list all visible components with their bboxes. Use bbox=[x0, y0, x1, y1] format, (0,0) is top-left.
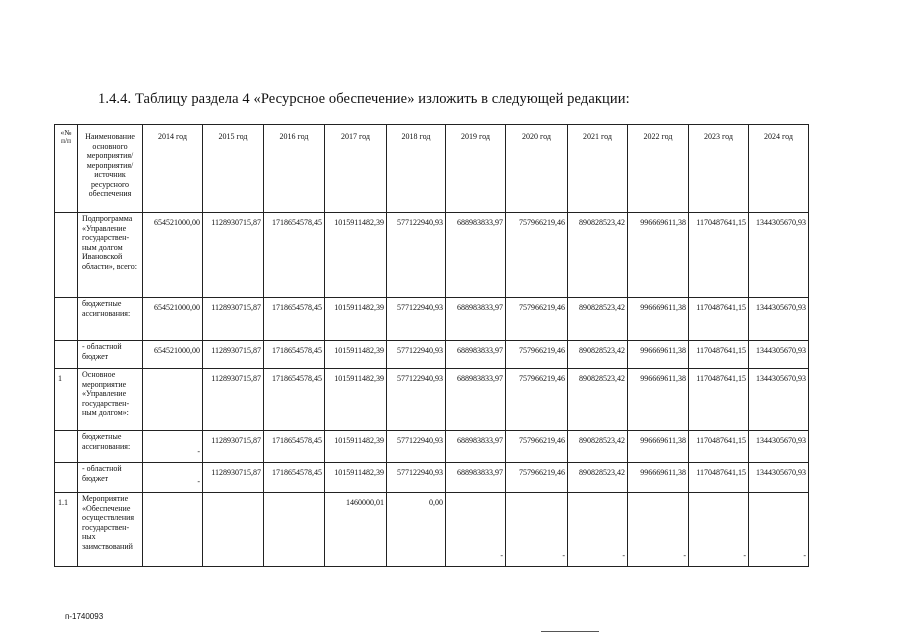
header-year: 2016 год bbox=[264, 125, 325, 213]
value-cell: 996669611,38 bbox=[628, 213, 689, 298]
value-cell: 1344305670,93 bbox=[749, 341, 809, 369]
row-index: 1.1 bbox=[55, 493, 78, 567]
table-header-row bbox=[55, 125, 809, 213]
value-cell: 688983833,97 bbox=[446, 431, 506, 463]
value-cell: 1718654578,45 bbox=[264, 463, 325, 493]
value-cell: 0,00 bbox=[387, 493, 446, 567]
value-cell: 1718654578,45 bbox=[264, 213, 325, 298]
value-cell: - bbox=[749, 493, 809, 567]
value-cell: 688983833,97 bbox=[446, 213, 506, 298]
value-cell: 996669611,38 bbox=[628, 431, 689, 463]
value-cell: 1128930715,87 bbox=[203, 369, 264, 431]
header-year: 2019 год bbox=[446, 125, 506, 213]
header-name: Наименование основного мероприятия/ мероприятия/ источник ресурсного обеспечения bbox=[78, 125, 143, 213]
row-index bbox=[55, 213, 78, 298]
row-index bbox=[55, 298, 78, 341]
document-code: п-1740093 bbox=[65, 612, 104, 621]
header-year: 2020 год bbox=[506, 125, 568, 213]
header-year: 2015 год bbox=[203, 125, 264, 213]
value-cell bbox=[264, 493, 325, 567]
value-cell: 757966219,46 bbox=[506, 213, 568, 298]
value-cell: 1170487641,15 bbox=[689, 431, 749, 463]
value-cell: 1344305670,93 bbox=[749, 431, 809, 463]
value-cell: 1128930715,87 bbox=[203, 341, 264, 369]
header-year: 2017 год bbox=[325, 125, 387, 213]
value-cell: 688983833,97 bbox=[446, 341, 506, 369]
value-cell: 996669611,38 bbox=[628, 463, 689, 493]
value-cell: 577122940,93 bbox=[387, 431, 446, 463]
value-cell: 1128930715,87 bbox=[203, 463, 264, 493]
row-name: бюджетные ассигнования: bbox=[78, 298, 143, 341]
table-row bbox=[55, 298, 809, 341]
value-cell: 757966219,46 bbox=[506, 463, 568, 493]
value-cell: 890828523,42 bbox=[568, 463, 628, 493]
value-cell: 654521000,00 bbox=[143, 213, 203, 298]
value-cell: 1344305670,93 bbox=[749, 298, 809, 341]
table-row bbox=[55, 431, 809, 463]
value-cell: 577122940,93 bbox=[387, 213, 446, 298]
value-cell: 996669611,38 bbox=[628, 369, 689, 431]
row-index bbox=[55, 431, 78, 463]
value-cell: 1170487641,15 bbox=[689, 463, 749, 493]
value-cell: 1015911482,39 bbox=[325, 369, 387, 431]
value-cell: 1344305670,93 bbox=[749, 213, 809, 298]
row-name: Подпрограмма «Управление государствен-ным долгом Ивановской области», всего: bbox=[78, 213, 143, 298]
value-cell: 1015911482,39 bbox=[325, 431, 387, 463]
table-row bbox=[55, 369, 809, 431]
value-cell: 890828523,42 bbox=[568, 213, 628, 298]
value-cell: 1718654578,45 bbox=[264, 298, 325, 341]
header-year: 2014 год bbox=[143, 125, 203, 213]
value-cell: 757966219,46 bbox=[506, 431, 568, 463]
value-cell bbox=[143, 493, 203, 567]
value-cell: 577122940,93 bbox=[387, 463, 446, 493]
value-cell: 654521000,00 bbox=[143, 298, 203, 341]
value-cell bbox=[203, 493, 264, 567]
value-cell: 996669611,38 bbox=[628, 298, 689, 341]
table-row bbox=[55, 493, 809, 567]
value-cell: 757966219,46 bbox=[506, 298, 568, 341]
value-cell: 890828523,42 bbox=[568, 298, 628, 341]
value-cell: 757966219,46 bbox=[506, 369, 568, 431]
value-cell: - bbox=[628, 493, 689, 567]
row-name: бюджетные ассигнования: bbox=[78, 431, 143, 463]
value-cell: 1344305670,93 bbox=[749, 463, 809, 493]
header-year: 2021 год bbox=[568, 125, 628, 213]
value-cell: 996669611,38 bbox=[628, 341, 689, 369]
table-body bbox=[55, 213, 809, 567]
value-cell bbox=[143, 369, 203, 431]
header-index: «№ п/п bbox=[55, 125, 78, 213]
value-cell: 1015911482,39 bbox=[325, 298, 387, 341]
header-year: 2018 год bbox=[387, 125, 446, 213]
row-index bbox=[55, 463, 78, 493]
row-name: Основное мероприятие «Управление государствен-ным долгом»: bbox=[78, 369, 143, 431]
value-cell: 1128930715,87 bbox=[203, 298, 264, 341]
value-cell: 654521000,00 bbox=[143, 341, 203, 369]
value-cell: 1718654578,45 bbox=[264, 341, 325, 369]
header-year: 2024 год bbox=[749, 125, 809, 213]
value-cell: 1128930715,87 bbox=[203, 431, 264, 463]
row-name: Мероприятие «Обеспечение осуществления государствен-ных заимствований bbox=[78, 493, 143, 567]
value-cell: 688983833,97 bbox=[446, 463, 506, 493]
table-row bbox=[55, 463, 809, 493]
value-cell: 1170487641,15 bbox=[689, 369, 749, 431]
value-cell: 1718654578,45 bbox=[264, 369, 325, 431]
value-cell: 577122940,93 bbox=[387, 298, 446, 341]
value-cell: 577122940,93 bbox=[387, 369, 446, 431]
value-cell: - bbox=[568, 493, 628, 567]
value-cell: 1170487641,15 bbox=[689, 213, 749, 298]
value-cell: 688983833,97 bbox=[446, 298, 506, 341]
value-cell: 1015911482,39 bbox=[325, 213, 387, 298]
value-cell: 1170487641,15 bbox=[689, 341, 749, 369]
value-cell: 577122940,93 bbox=[387, 341, 446, 369]
header-year: 2022 год bbox=[628, 125, 689, 213]
row-name: - областной бюджет bbox=[78, 463, 143, 493]
value-cell: - bbox=[689, 493, 749, 567]
value-cell: 1015911482,39 bbox=[325, 341, 387, 369]
value-cell: 1015911482,39 bbox=[325, 463, 387, 493]
page-heading: 1.4.4. Таблицу раздела 4 «Ресурсное обеспечение» изложить в следующей редакции: bbox=[98, 91, 630, 107]
value-cell: 1128930715,87 bbox=[203, 213, 264, 298]
value-cell: - bbox=[143, 463, 203, 493]
value-cell: 688983833,97 bbox=[446, 369, 506, 431]
value-cell: 1460000,01 bbox=[325, 493, 387, 567]
resource-table bbox=[54, 124, 809, 567]
value-cell: 757966219,46 bbox=[506, 341, 568, 369]
value-cell: 1718654578,45 bbox=[264, 431, 325, 463]
value-cell: 890828523,42 bbox=[568, 431, 628, 463]
value-cell: 1344305670,93 bbox=[749, 369, 809, 431]
row-name: - областной бюджет bbox=[78, 341, 143, 369]
value-cell: 890828523,42 bbox=[568, 341, 628, 369]
value-cell: 1170487641,15 bbox=[689, 298, 749, 341]
bottom-rule bbox=[541, 631, 599, 632]
row-index bbox=[55, 341, 78, 369]
value-cell: 890828523,42 bbox=[568, 369, 628, 431]
table-row bbox=[55, 213, 809, 298]
table-row bbox=[55, 341, 809, 369]
value-cell: - bbox=[506, 493, 568, 567]
row-index: 1 bbox=[55, 369, 78, 431]
value-cell: - bbox=[446, 493, 506, 567]
header-year: 2023 год bbox=[689, 125, 749, 213]
value-cell: - bbox=[143, 431, 203, 463]
